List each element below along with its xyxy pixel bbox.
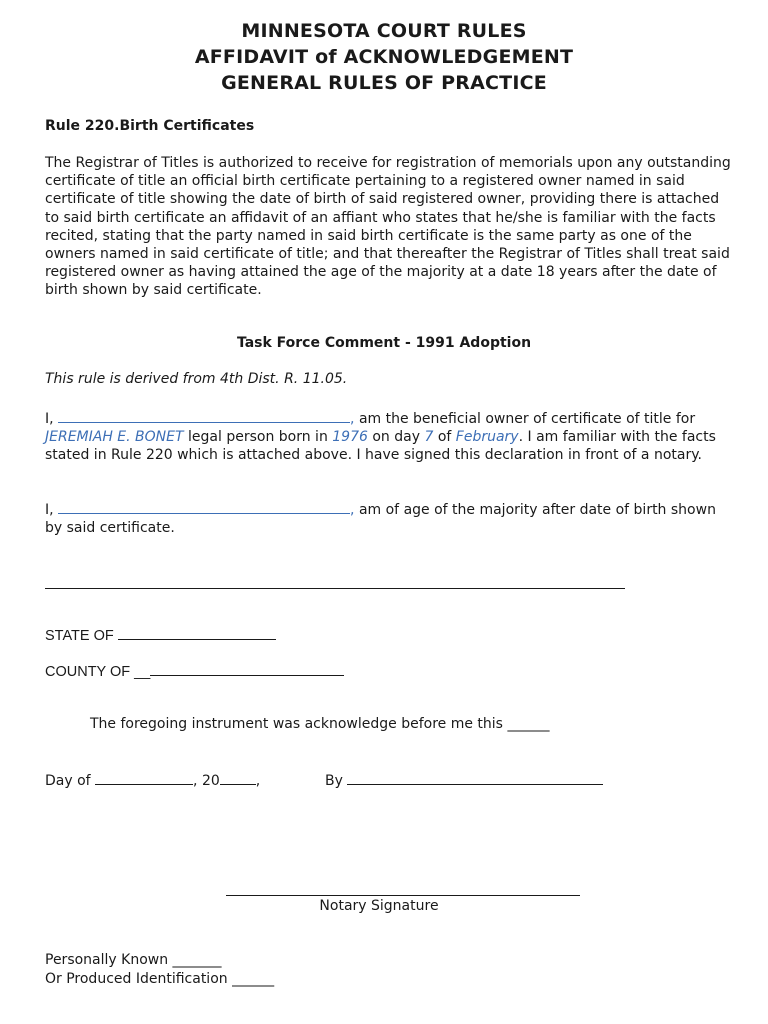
state-row [45,625,276,644]
day-of-label: Day of [45,773,91,789]
decl2-text: am of age of the majority after date of birth shown by said certificate. [45,502,716,537]
decl1-prefix: I, [45,411,54,427]
identification-block [45,951,274,989]
title-line-3: GENERAL RULES OF PRACTICE [221,72,547,94]
foregoing-blank[interactable]: ______ [507,716,550,732]
county-field[interactable] [150,661,344,676]
year-prefix: , 20 [193,773,220,789]
personally-known-label: Personally Known [45,952,169,968]
birth-month-value[interactable]: February [455,429,519,446]
by-label: By [325,773,343,789]
produced-id-row [45,970,274,989]
foregoing-text: The foregoing instrument was acknowledge before me this [90,716,503,732]
by-field[interactable] [347,770,603,785]
notary-signature-label: Notary Signature [319,898,439,914]
state-label: STATE OF [45,628,114,644]
birth-day-value[interactable]: 7 [424,429,434,446]
year-field[interactable] [220,770,256,785]
decl1-on-day: on day [372,429,420,446]
date-row [45,770,745,789]
notary-signature-line[interactable] [226,895,580,896]
decl1-born-in: legal person born in [188,429,328,446]
decl1-of: of [437,429,452,446]
declaration-owner [45,408,735,465]
decl1-comma: , [350,411,355,427]
foregoing-statement [90,716,549,732]
produced-id-blank[interactable]: ______ [232,971,275,987]
by-group [325,770,603,789]
county-label: COUNTY OF [45,664,131,680]
decl1-middle: am the beneficial owner of certificate of title for [358,411,696,427]
derived-note: This rule is derived from 4th Dist. R. 11.05. [45,371,348,387]
declaration-age [45,499,735,537]
county-row [45,661,344,680]
owner-name-field-1[interactable] [58,408,350,423]
personally-known-blank[interactable]: _______ [172,952,222,968]
produced-id-label: Or Produced Identification [45,971,228,987]
owner-name-field-2[interactable] [58,499,350,514]
personally-known-row [45,951,274,970]
task-force-heading: Task Force Comment - 1991 Adoption [236,335,532,351]
document-title [0,18,768,96]
rule-body-paragraph: The Registrar of Titles is authorized to receive for registration of memorials upon any outstanding certificate of title an official birth certificate pertaining to a registered owner named in said certificate of title showing the date of birth of said registered owner, providing there is attached to said birth certificate an affidavit of an affiant who states that he/she is familiar with the facts recited, stating that the party named in said birth certificate is the same party as one of the owners named in said certificate of title; and that thereafter the Registrar of Titles shall treat said registered owner as having attained the age of the majority at a date 18 years after the date of birth shown by said certificate. [45,155,731,299]
owner-name-value[interactable]: JEREMIAH E. BONET [45,429,184,446]
decl1-suffix: . I am familiar with the facts stated in Rule 220 which is attached above. I have signed this declaration in front of a notary. [45,429,716,464]
title-line-1: MINNESOTA COURT RULES [241,20,527,42]
decl2-comma: , [350,502,355,518]
county-prefix-blank: __ [134,664,151,680]
rule-heading: Rule 220.Birth Certificates [45,118,255,134]
affiant-signature-line[interactable] [45,588,625,589]
year-suffix: , [255,773,261,789]
state-field[interactable] [118,625,276,640]
decl2-prefix: I, [45,502,54,518]
title-line-2: AFFIDAVIT of ACKNOWLEDGEMENT [194,46,574,68]
day-field[interactable] [95,770,193,785]
birth-year-value[interactable]: 1976 [332,429,368,446]
